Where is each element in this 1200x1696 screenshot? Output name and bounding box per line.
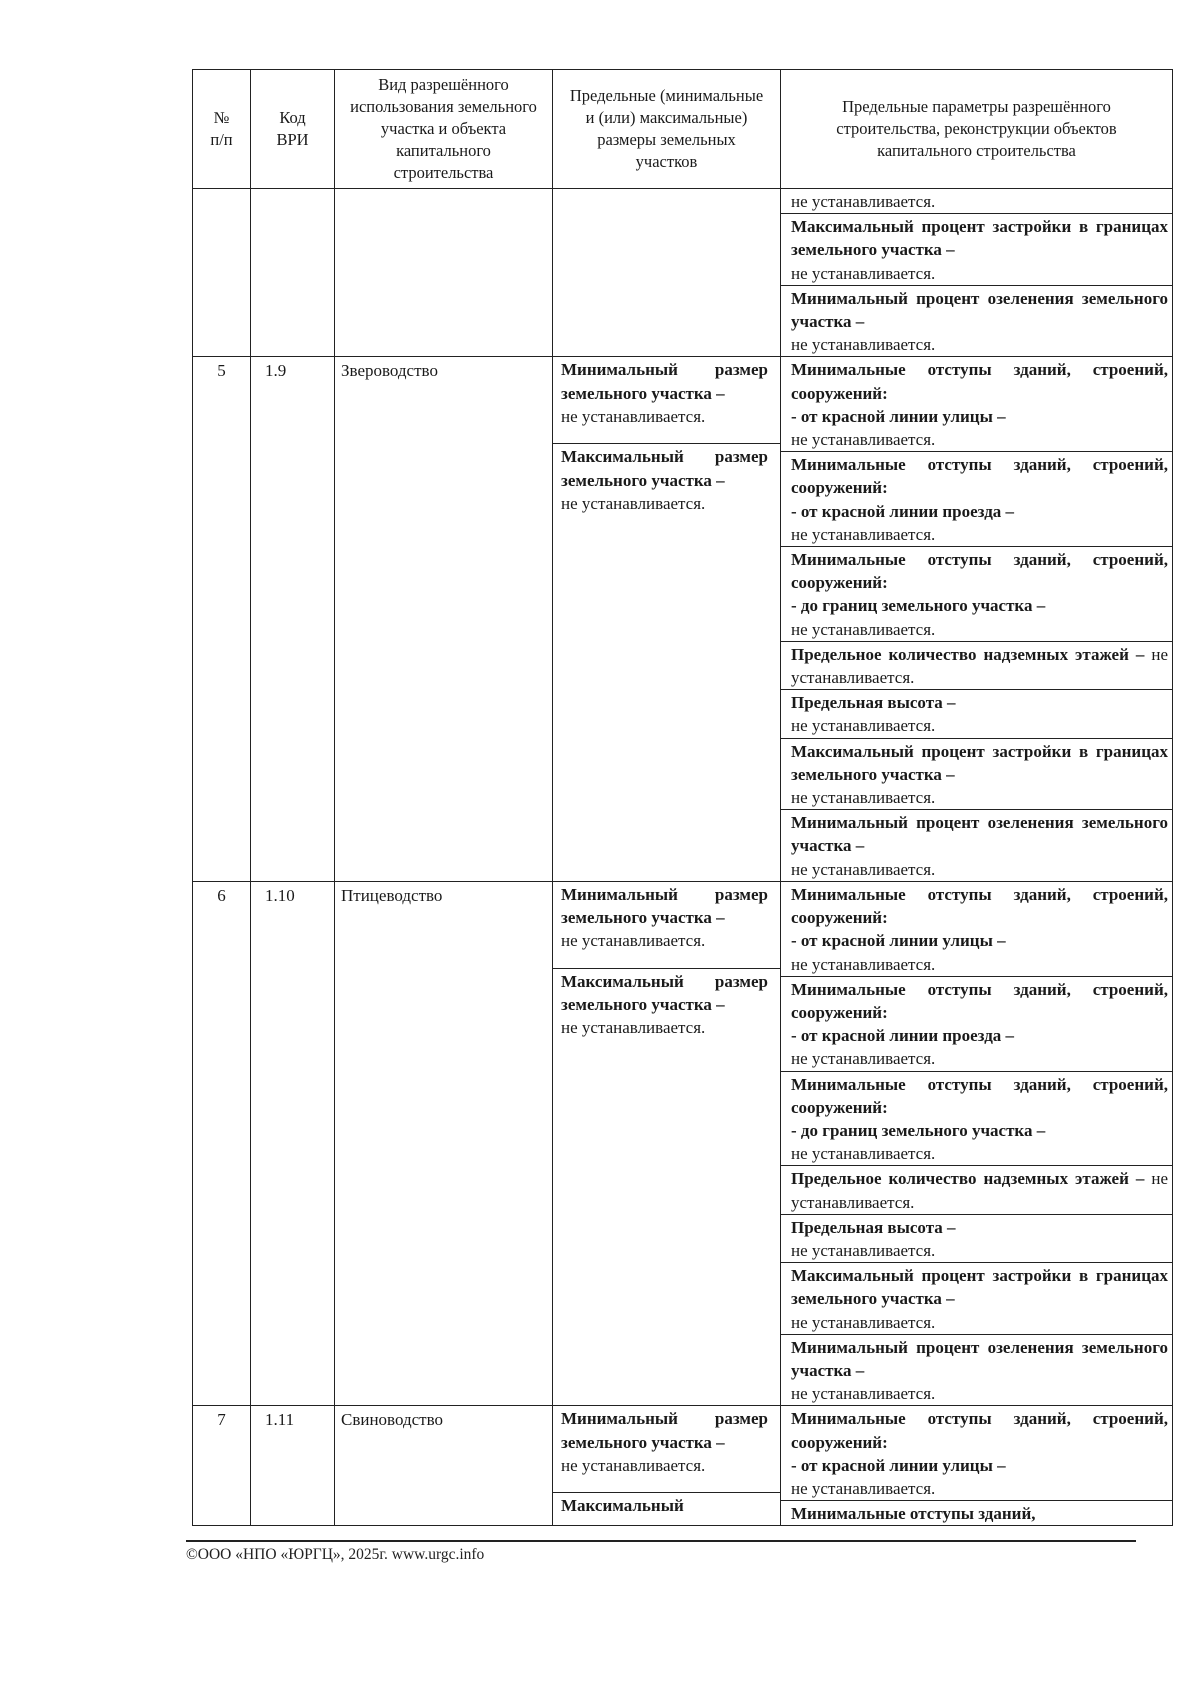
header-plot-sizes bbox=[553, 70, 781, 189]
param-sublabel: - от красной линии улицы – bbox=[791, 931, 1006, 951]
param-item bbox=[781, 882, 1172, 976]
size-cell bbox=[553, 882, 780, 969]
param-cell bbox=[781, 1501, 1172, 1526]
size-label: Максимальный bbox=[561, 1496, 684, 1516]
size-label: Минимальный размер земельного участка – bbox=[561, 1409, 768, 1452]
param-item bbox=[781, 1071, 1172, 1166]
sizes-cell bbox=[553, 1406, 781, 1526]
param-label: Минимальный процент озеленения земельного участка – bbox=[791, 288, 1168, 332]
size-cell bbox=[553, 1406, 780, 1493]
param-value: не устанавливается. bbox=[791, 263, 936, 283]
param-label: Предельное количество надземных этажей – bbox=[791, 644, 1145, 664]
param-value: не устанавливается. bbox=[791, 1312, 936, 1332]
empty-cell bbox=[335, 189, 553, 357]
param-value: не устанавливается. bbox=[791, 192, 936, 211]
param-cell bbox=[781, 882, 1172, 976]
header-parameters bbox=[781, 70, 1173, 189]
param-label: Максимальный процент застройки в границах земельного участка – bbox=[791, 741, 1168, 784]
size-cell bbox=[553, 968, 780, 1039]
footer-copyright: ©ООО «НПО «ЮРГЦ», 2025г. www.urgc.info bbox=[186, 1546, 485, 1563]
param-value: не устанавливается. bbox=[791, 619, 936, 639]
param-list bbox=[781, 357, 1172, 880]
size-item bbox=[553, 1406, 780, 1493]
row-use-type: Звероводство bbox=[335, 357, 553, 881]
param-label: Предельная высота – bbox=[791, 693, 956, 713]
param-value: не устанавливается. bbox=[791, 1384, 936, 1404]
header-parameters-text: Предельные параметры разрешённого строительства, реконструкции объектов капитального строительства bbox=[836, 97, 1117, 160]
param-item bbox=[781, 1406, 1172, 1500]
sizes-list bbox=[553, 1406, 780, 1517]
param-value: не устанавливается. bbox=[791, 1169, 1169, 1212]
param-item bbox=[781, 976, 1172, 1071]
row-number: 7 bbox=[193, 1406, 251, 1526]
param-item bbox=[781, 357, 1172, 451]
param-cell bbox=[781, 641, 1172, 689]
header-use-type-text: Вид разрешённого использования земельного участка и объекта капитального строительства bbox=[350, 75, 537, 182]
param-label: Максимальный процент застройки в границах земельного участка – bbox=[791, 217, 1168, 260]
row-code: 1.9 bbox=[251, 357, 335, 881]
param-cell bbox=[781, 1406, 1172, 1500]
table-row bbox=[193, 881, 1173, 1405]
param-item bbox=[781, 285, 1172, 356]
param-label: Предельное количество надземных этажей – bbox=[791, 1169, 1145, 1189]
header-number-text: № п/п bbox=[210, 108, 233, 149]
param-value: не устанавливается. bbox=[791, 716, 936, 736]
param-cell bbox=[781, 690, 1172, 738]
size-label: Максимальный размер земельного участка – bbox=[561, 971, 768, 1015]
param-label: Минимальные отступы зданий, строений, сооружений: bbox=[791, 550, 1168, 593]
param-item bbox=[781, 690, 1172, 738]
row-number: 6 bbox=[193, 881, 251, 1405]
param-item bbox=[781, 1214, 1172, 1262]
param-value: не устанавливается. bbox=[791, 954, 936, 974]
param-item bbox=[781, 214, 1172, 286]
param-label: Минимальный процент озеленения земельного участка – bbox=[791, 1337, 1168, 1380]
param-item bbox=[781, 1166, 1172, 1214]
size-item bbox=[553, 444, 780, 515]
sizes-cell bbox=[553, 357, 781, 881]
param-value: не устанавливается. bbox=[791, 524, 936, 544]
size-value: не устанавливается. bbox=[561, 1018, 706, 1038]
size-cell bbox=[553, 444, 780, 515]
param-item bbox=[781, 738, 1172, 810]
param-value: не устанавливается. bbox=[791, 859, 936, 879]
size-cell bbox=[553, 357, 780, 444]
table-header-row bbox=[193, 70, 1173, 189]
param-cell bbox=[781, 189, 1172, 214]
param-item bbox=[781, 452, 1172, 547]
param-cell bbox=[781, 976, 1172, 1071]
header-plot-sizes-text: Предельные (минимальные и (или) максимальные) размеры земельных участков bbox=[569, 86, 764, 171]
param-label: Предельная высота – bbox=[791, 1217, 956, 1237]
param-list bbox=[781, 189, 1172, 356]
param-cell bbox=[781, 357, 1172, 451]
param-value: не устанавливается. bbox=[791, 644, 1169, 688]
sizes-list bbox=[553, 882, 780, 1040]
param-label: Минимальные отступы зданий, строений, сооружений: bbox=[791, 360, 1168, 403]
size-value: не устанавливается. bbox=[561, 493, 706, 513]
param-value: не устанавливается. bbox=[791, 335, 936, 355]
size-item bbox=[553, 968, 780, 1039]
param-value: не устанавливается. bbox=[791, 1144, 936, 1164]
param-sublabel: - от красной линии улицы – bbox=[791, 1455, 1006, 1475]
param-list bbox=[781, 882, 1172, 1405]
param-value: не устанавливается. bbox=[791, 1049, 936, 1069]
table-row bbox=[193, 1406, 1173, 1526]
param-label: Минимальные отступы зданий, строений, сооружений: bbox=[791, 1409, 1168, 1452]
header-number bbox=[193, 70, 251, 189]
param-item bbox=[781, 189, 1172, 214]
param-cell bbox=[781, 1334, 1172, 1405]
params-cell bbox=[781, 1406, 1173, 1526]
row-code: 1.10 bbox=[251, 881, 335, 1405]
table-row bbox=[193, 357, 1173, 881]
param-cell bbox=[781, 1263, 1172, 1335]
param-value: не устанавливается. bbox=[791, 430, 936, 450]
row-number: 5 bbox=[193, 357, 251, 881]
row-use-type: Птицеводство bbox=[335, 881, 553, 1405]
empty-cell bbox=[251, 189, 335, 357]
params-cell bbox=[781, 357, 1173, 881]
param-label: Минимальные отступы зданий, строений, сооружений: bbox=[791, 1074, 1168, 1117]
size-label: Минимальный размер земельного участка – bbox=[561, 360, 768, 403]
param-sublabel: - до границ земельного участка – bbox=[791, 1120, 1046, 1140]
param-label: Минимальные отступы зданий, строений, сооружений: bbox=[791, 455, 1168, 498]
param-cell bbox=[781, 1214, 1172, 1262]
param-value: не устанавливается. bbox=[791, 1240, 936, 1260]
param-cell bbox=[781, 214, 1172, 286]
size-value: не устанавливается. bbox=[561, 931, 706, 951]
size-item bbox=[553, 882, 780, 969]
param-item bbox=[781, 547, 1172, 642]
header-code bbox=[251, 70, 335, 189]
param-value: не устанавливается. bbox=[791, 788, 936, 808]
param-cell bbox=[781, 810, 1172, 881]
size-item bbox=[553, 357, 780, 444]
param-cell bbox=[781, 738, 1172, 810]
footer-divider bbox=[186, 1540, 1136, 1542]
header-code-text: Код ВРИ bbox=[276, 108, 309, 149]
param-sublabel: - от красной линии улицы – bbox=[791, 406, 1006, 426]
params-cell bbox=[781, 881, 1173, 1405]
row-code: 1.11 bbox=[251, 1406, 335, 1526]
param-label: Минимальные отступы зданий, bbox=[791, 1504, 1036, 1524]
size-item bbox=[553, 1493, 780, 1518]
params-cell bbox=[781, 189, 1173, 357]
size-label: Минимальный размер земельного участка – bbox=[561, 884, 768, 928]
param-cell bbox=[781, 452, 1172, 547]
param-item bbox=[781, 641, 1172, 689]
param-list bbox=[781, 1406, 1172, 1525]
param-label: Минимальный процент озеленения земельного участка – bbox=[791, 813, 1168, 856]
param-cell bbox=[781, 1071, 1172, 1166]
param-label: Максимальный процент застройки в границах земельного участка – bbox=[791, 1266, 1168, 1309]
size-value: не устанавливается. bbox=[561, 406, 706, 426]
empty-cell bbox=[193, 189, 251, 357]
param-sublabel: - от красной линии проезда – bbox=[791, 1026, 1015, 1046]
param-value: не устанавливается. bbox=[791, 1478, 936, 1498]
param-sublabel: - от красной линии проезда – bbox=[791, 501, 1015, 521]
sizes-list bbox=[553, 357, 780, 515]
param-cell bbox=[781, 285, 1172, 356]
param-item bbox=[781, 1501, 1172, 1526]
size-value: не устанавливается. bbox=[561, 1455, 706, 1475]
param-sublabel: - до границ земельного участка – bbox=[791, 596, 1046, 616]
sizes-cell bbox=[553, 881, 781, 1405]
param-label: Минимальные отступы зданий, строений, сооружений: bbox=[791, 979, 1168, 1022]
param-item bbox=[781, 1334, 1172, 1405]
header-use-type bbox=[335, 70, 553, 189]
param-label: Минимальные отступы зданий, строений, сооружений: bbox=[791, 884, 1168, 928]
param-cell bbox=[781, 1166, 1172, 1214]
param-item bbox=[781, 1263, 1172, 1335]
row-use-type: Свиноводство bbox=[335, 1406, 553, 1526]
empty-cell bbox=[553, 189, 781, 357]
zoning-table bbox=[192, 69, 1172, 1524]
size-label: Максимальный размер земельного участка – bbox=[561, 447, 768, 490]
param-item bbox=[781, 810, 1172, 881]
param-cell bbox=[781, 547, 1172, 642]
size-cell bbox=[553, 1493, 780, 1518]
table-row-continuation bbox=[193, 189, 1173, 357]
